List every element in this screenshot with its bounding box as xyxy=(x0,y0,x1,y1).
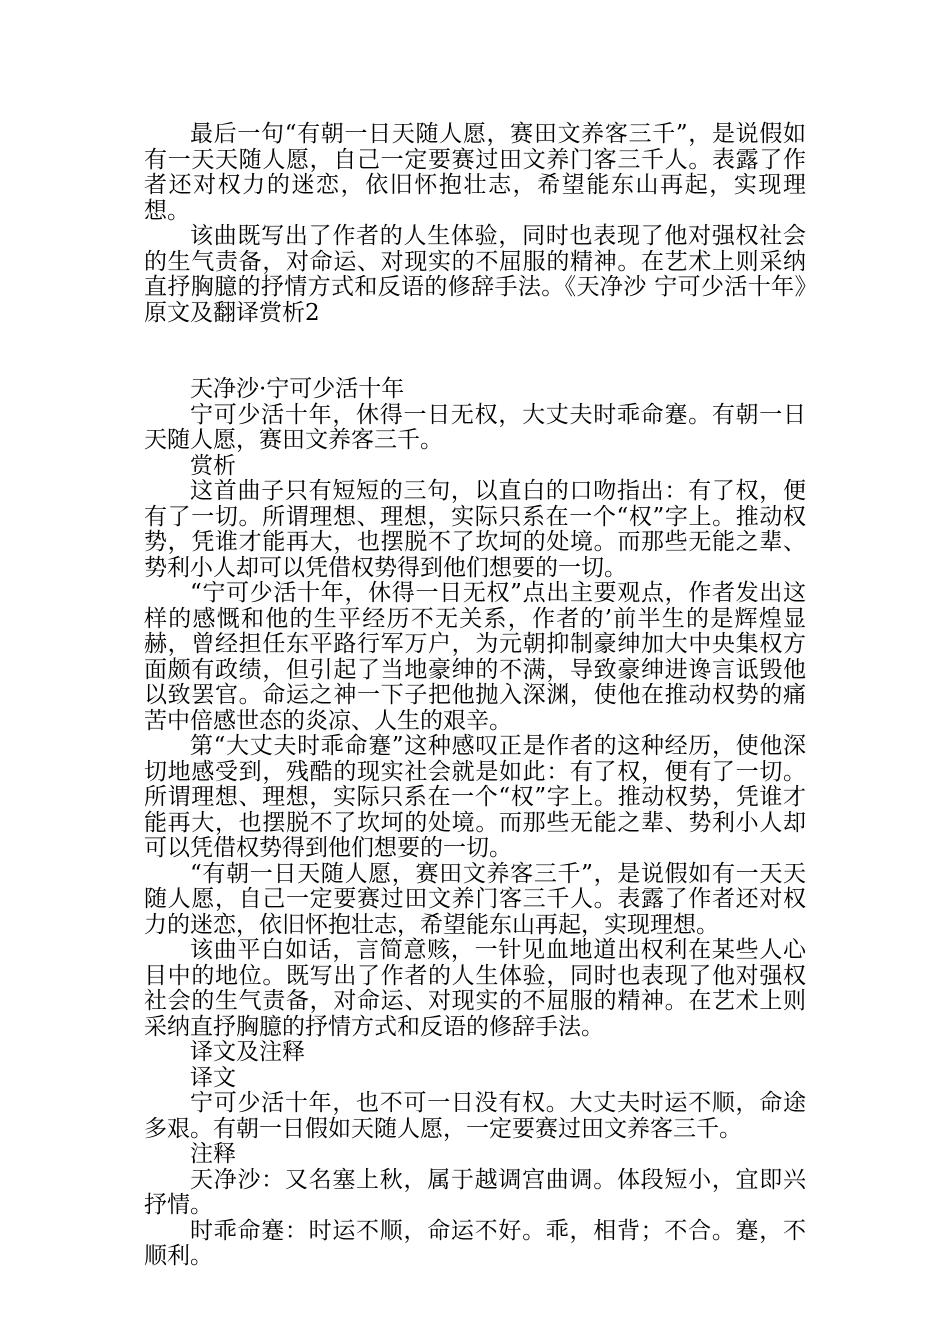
appreciation-paragraph: “有朝一日天随人愿，赛田文养客三千”，是说假如有一天天随人愿，自己一定要赛过田文养门客三千人。表露了作者还对权力的迷恋，依旧怀抱壮志，希望能东山再起，实现理想。 xyxy=(144,860,806,938)
appreciation-paragraph: “宁可少活十年，休得一日无权”点出主要观点，作者发出这样的感慨和他的生平经历不无关系，作者的’前半生的是辉煌显赫，曾经担任东平路行军万户，为元朝抑制豪绅加大中央集权方面颇有政绩，但引起了当地豪绅的不满，导致豪绅进谗言诋毁他以致罢官。命运之神一下子把他抛入深渊，使他在推动权势的痛苦中倍感世态的炎凉、人生的艰辛。 xyxy=(144,580,806,734)
poem-text: 宁可少活十年，休得一日无权，大丈夫时乖命蹇。有朝一日天随人愿，赛田文养客三千。 xyxy=(144,401,806,453)
translation-section-heading: 译文及注释 xyxy=(190,1039,305,1065)
appreciation-heading: 赏析 xyxy=(190,452,236,479)
notes-heading: 注释 xyxy=(190,1141,236,1167)
appreciation-paragraph: 第“大丈夫时乖命蹇”这种感叹正是作者的这种经历，使他深切地感受到，残酷的现实社会就是如此：有了权，便有了一切。所谓理想、理想，实际只系在一个“权”字上。推动权势，凭谁才能再大，也摆脱不了坎坷的处境。而那些无能之辈、势利小人却可以凭借权势得到他们想要的一切。 xyxy=(144,733,806,861)
poem-title: 天净沙·宁可少活十年 xyxy=(190,376,405,402)
appreciation-paragraph: 该曲平白如话，言简意赅，一针见血地道出权利在某些人心目中的地位。既写出了作者的人生体验，同时也表现了他对强权社会的生气责备，对命运、对现实的不屈服的精神。在艺术上则采纳直抒胸臆的抒情方式和反语的修辞手法。 xyxy=(144,937,806,1040)
note-item: 时乖命蹇：时运不顺，命运不好。乖，相背；不合。蹇，不顺利。 xyxy=(144,1217,806,1269)
section-gap xyxy=(144,326,806,377)
paragraph-final-line-analysis: 最后一句“有朝一日天随人愿，赛田文养客三千”，是说假如有一天天随人愿，自己一定要赛过田文养门客三千人。表露了作者还对权力的迷恋，依旧怀抱壮志，希望能东山再起，实现理想。 xyxy=(144,121,806,224)
paragraph-summary: 该曲既写出了作者的人生体验，同时也表现了他对强权社会的生气责备，对命运、对现实的不屈服的精神。在艺术上则采纳直抒胸臆的抒情方式和反语的修辞手法。《天净沙 宁可少活十年》原文及翻译赏析2 xyxy=(144,223,806,326)
translation-heading: 译文 xyxy=(190,1064,236,1091)
appreciation-paragraph: 这首曲子只有短短的三句，以直白的口吻指出：有了权，便有了一切。所谓理想、理想，实际只系在一个“权”字上。推动权势，凭谁才能再大，也摆脱不了坎坷的处境。而那些无能之辈、势利小人却可以凭借权势得到他们想要的一切。 xyxy=(144,478,806,581)
document-page xyxy=(144,122,806,1270)
note-item: 天净沙：又名塞上秋，属于越调宫曲调。体段短小，宜即兴抒情。 xyxy=(144,1166,806,1218)
translation-text: 宁可少活十年，也不可一日没有权。大丈夫时运不顺，命途多艰。有朝一日假如天随人愿，一定要赛过田文养客三千。 xyxy=(144,1090,806,1142)
